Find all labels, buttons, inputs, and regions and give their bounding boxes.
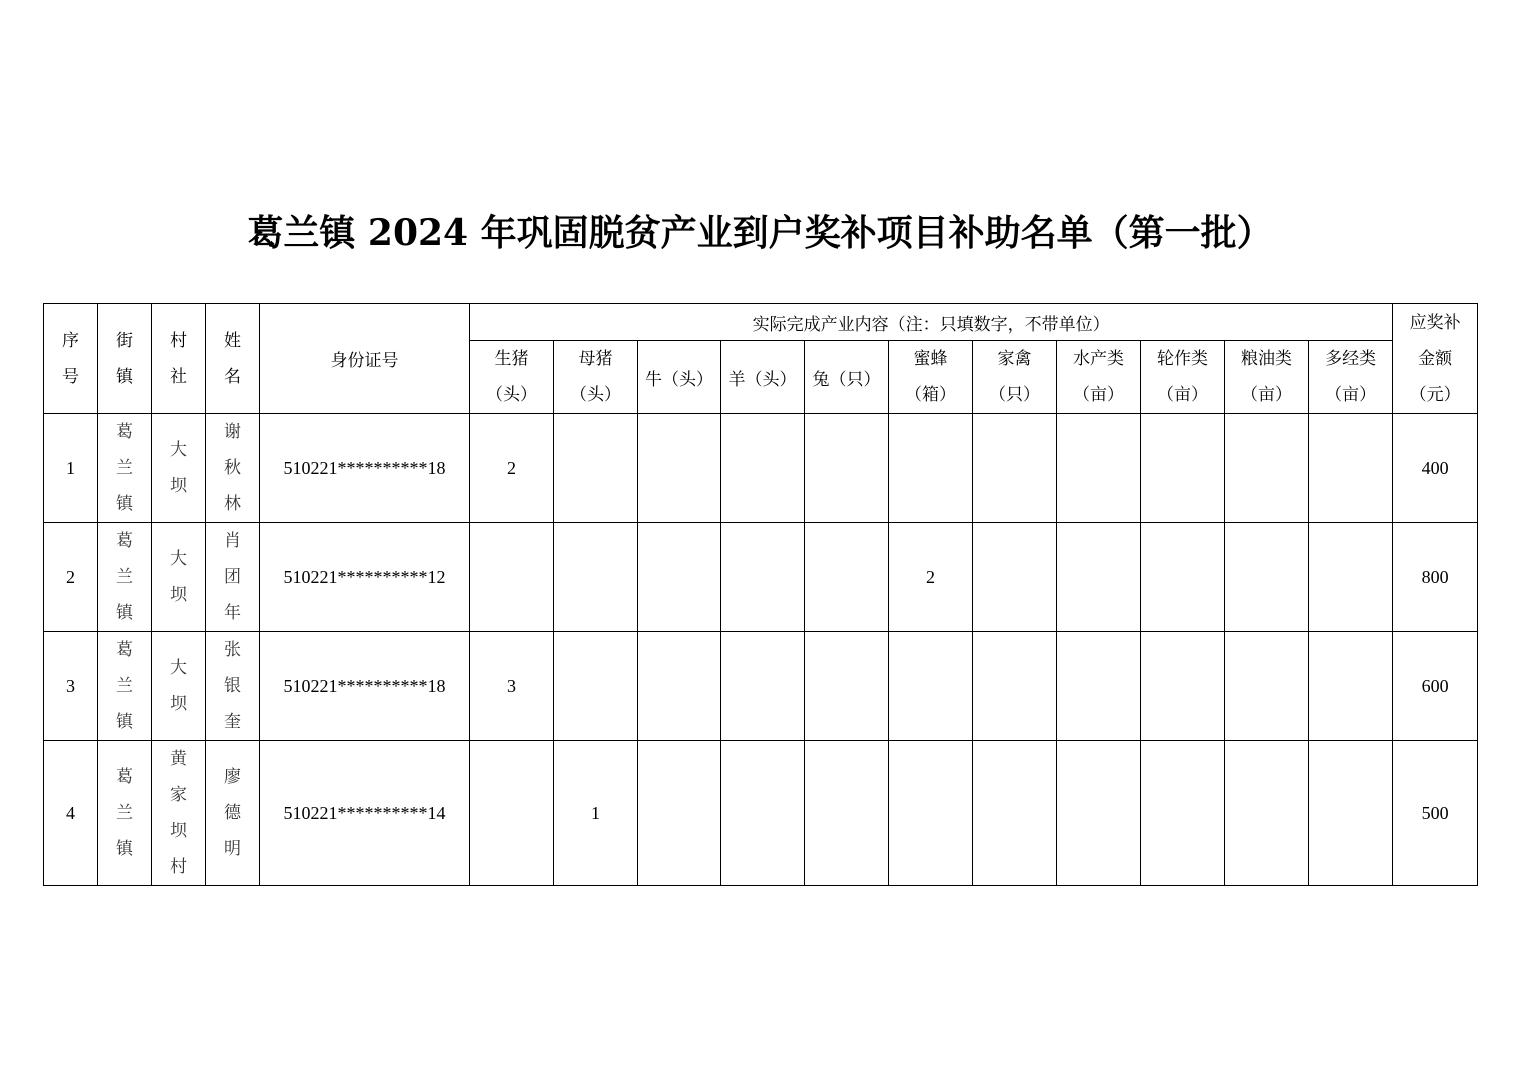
cell-industry — [1057, 741, 1141, 886]
cell-industry — [721, 414, 805, 523]
cell-name: 肖 团 年 — [206, 523, 260, 632]
cell-industry — [470, 523, 554, 632]
cell-id-number: 510221**********12 — [260, 523, 470, 632]
header-reward: 应奖补 金额 （元） — [1393, 304, 1478, 414]
cell-industry — [973, 632, 1057, 741]
cell-street: 葛 兰 镇 — [98, 741, 152, 886]
header-name: 姓 名 — [206, 304, 260, 414]
header-industry-col: 粮油类 （亩） — [1225, 341, 1309, 414]
cell-industry — [889, 741, 973, 886]
table-row — [44, 523, 1478, 632]
cell-name: 廖 德 明 — [206, 741, 260, 886]
header-industry-col: 水产类 （亩） — [1057, 341, 1141, 414]
cell-industry — [805, 632, 889, 741]
cell-industry — [1057, 523, 1141, 632]
cell-industry — [973, 741, 1057, 886]
document-title: 葛兰镇 2024 年巩固脱贫产业到户奖补项目补助名单（第一批） — [247, 212, 1273, 254]
cell-seq: 4 — [44, 741, 98, 886]
cell-industry — [1225, 414, 1309, 523]
cell-industry — [805, 523, 889, 632]
cell-id-number: 510221**********18 — [260, 414, 470, 523]
cell-industry — [1057, 632, 1141, 741]
cell-street: 葛 兰 镇 — [98, 414, 152, 523]
cell-industry — [638, 741, 721, 886]
table-row — [44, 741, 1478, 886]
cell-industry — [1225, 523, 1309, 632]
cell-industry — [1309, 414, 1393, 523]
cell-industry — [1141, 632, 1225, 741]
cell-industry: 3 — [470, 632, 554, 741]
header-industry-col: 羊（头） — [721, 341, 805, 414]
header-industry-col: 母猪 （头） — [554, 341, 638, 414]
cell-industry — [889, 414, 973, 523]
header-row-1 — [44, 304, 1478, 341]
cell-industry — [721, 741, 805, 886]
cell-industry — [1141, 414, 1225, 523]
cell-industry: 2 — [470, 414, 554, 523]
cell-industry — [554, 523, 638, 632]
cell-industry — [554, 632, 638, 741]
cell-village: 大 坝 — [152, 632, 206, 741]
cell-industry — [721, 632, 805, 741]
cell-industry — [1057, 414, 1141, 523]
header-industry-col: 家禽 （只） — [973, 341, 1057, 414]
cell-reward: 500 — [1393, 741, 1478, 886]
cell-industry — [1141, 523, 1225, 632]
cell-village: 大 坝 — [152, 523, 206, 632]
header-village: 村 社 — [152, 304, 206, 414]
cell-reward: 600 — [1393, 632, 1478, 741]
cell-industry — [721, 523, 805, 632]
cell-id-number: 510221**********18 — [260, 632, 470, 741]
cell-industry: 2 — [889, 523, 973, 632]
cell-industry — [554, 414, 638, 523]
header-industry-col: 兔（只） — [805, 341, 889, 414]
cell-seq: 3 — [44, 632, 98, 741]
cell-industry — [973, 523, 1057, 632]
cell-industry — [805, 741, 889, 886]
header-industry-col: 轮作类 （亩） — [1141, 341, 1225, 414]
header-industry-col: 生猪 （头） — [470, 341, 554, 414]
cell-industry — [1309, 741, 1393, 886]
cell-village: 黄 家 坝 村 — [152, 741, 206, 886]
header-industry-col: 牛（头） — [638, 341, 721, 414]
header-industry-col: 多经类 （亩） — [1309, 341, 1393, 414]
cell-village: 大 坝 — [152, 414, 206, 523]
subsidy-list-table — [43, 303, 1478, 886]
cell-industry — [973, 414, 1057, 523]
cell-street: 葛 兰 镇 — [98, 632, 152, 741]
cell-reward: 400 — [1393, 414, 1478, 523]
cell-street: 葛 兰 镇 — [98, 523, 152, 632]
cell-industry: 1 — [554, 741, 638, 886]
header-industry-group: 实际完成产业内容（注：只填数字，不带单位） — [470, 304, 1393, 341]
cell-seq: 2 — [44, 523, 98, 632]
cell-reward: 800 — [1393, 523, 1478, 632]
cell-name: 张 银 奎 — [206, 632, 260, 741]
cell-industry — [889, 632, 973, 741]
cell-seq: 1 — [44, 414, 98, 523]
table-row — [44, 414, 1478, 523]
cell-industry — [1141, 741, 1225, 886]
cell-industry — [638, 523, 721, 632]
cell-industry — [470, 741, 554, 886]
table-row — [44, 632, 1478, 741]
cell-industry — [638, 414, 721, 523]
header-id-number: 身份证号 — [260, 304, 470, 414]
cell-industry — [1225, 741, 1309, 886]
cell-industry — [1225, 632, 1309, 741]
header-industry-col: 蜜蜂 （箱） — [889, 341, 973, 414]
cell-name: 谢 秋 林 — [206, 414, 260, 523]
cell-industry — [805, 414, 889, 523]
header-street: 街 镇 — [98, 304, 152, 414]
cell-id-number: 510221**********14 — [260, 741, 470, 886]
cell-industry — [638, 632, 721, 741]
cell-industry — [1309, 523, 1393, 632]
header-seq: 序 号 — [44, 304, 98, 414]
cell-industry — [1309, 632, 1393, 741]
